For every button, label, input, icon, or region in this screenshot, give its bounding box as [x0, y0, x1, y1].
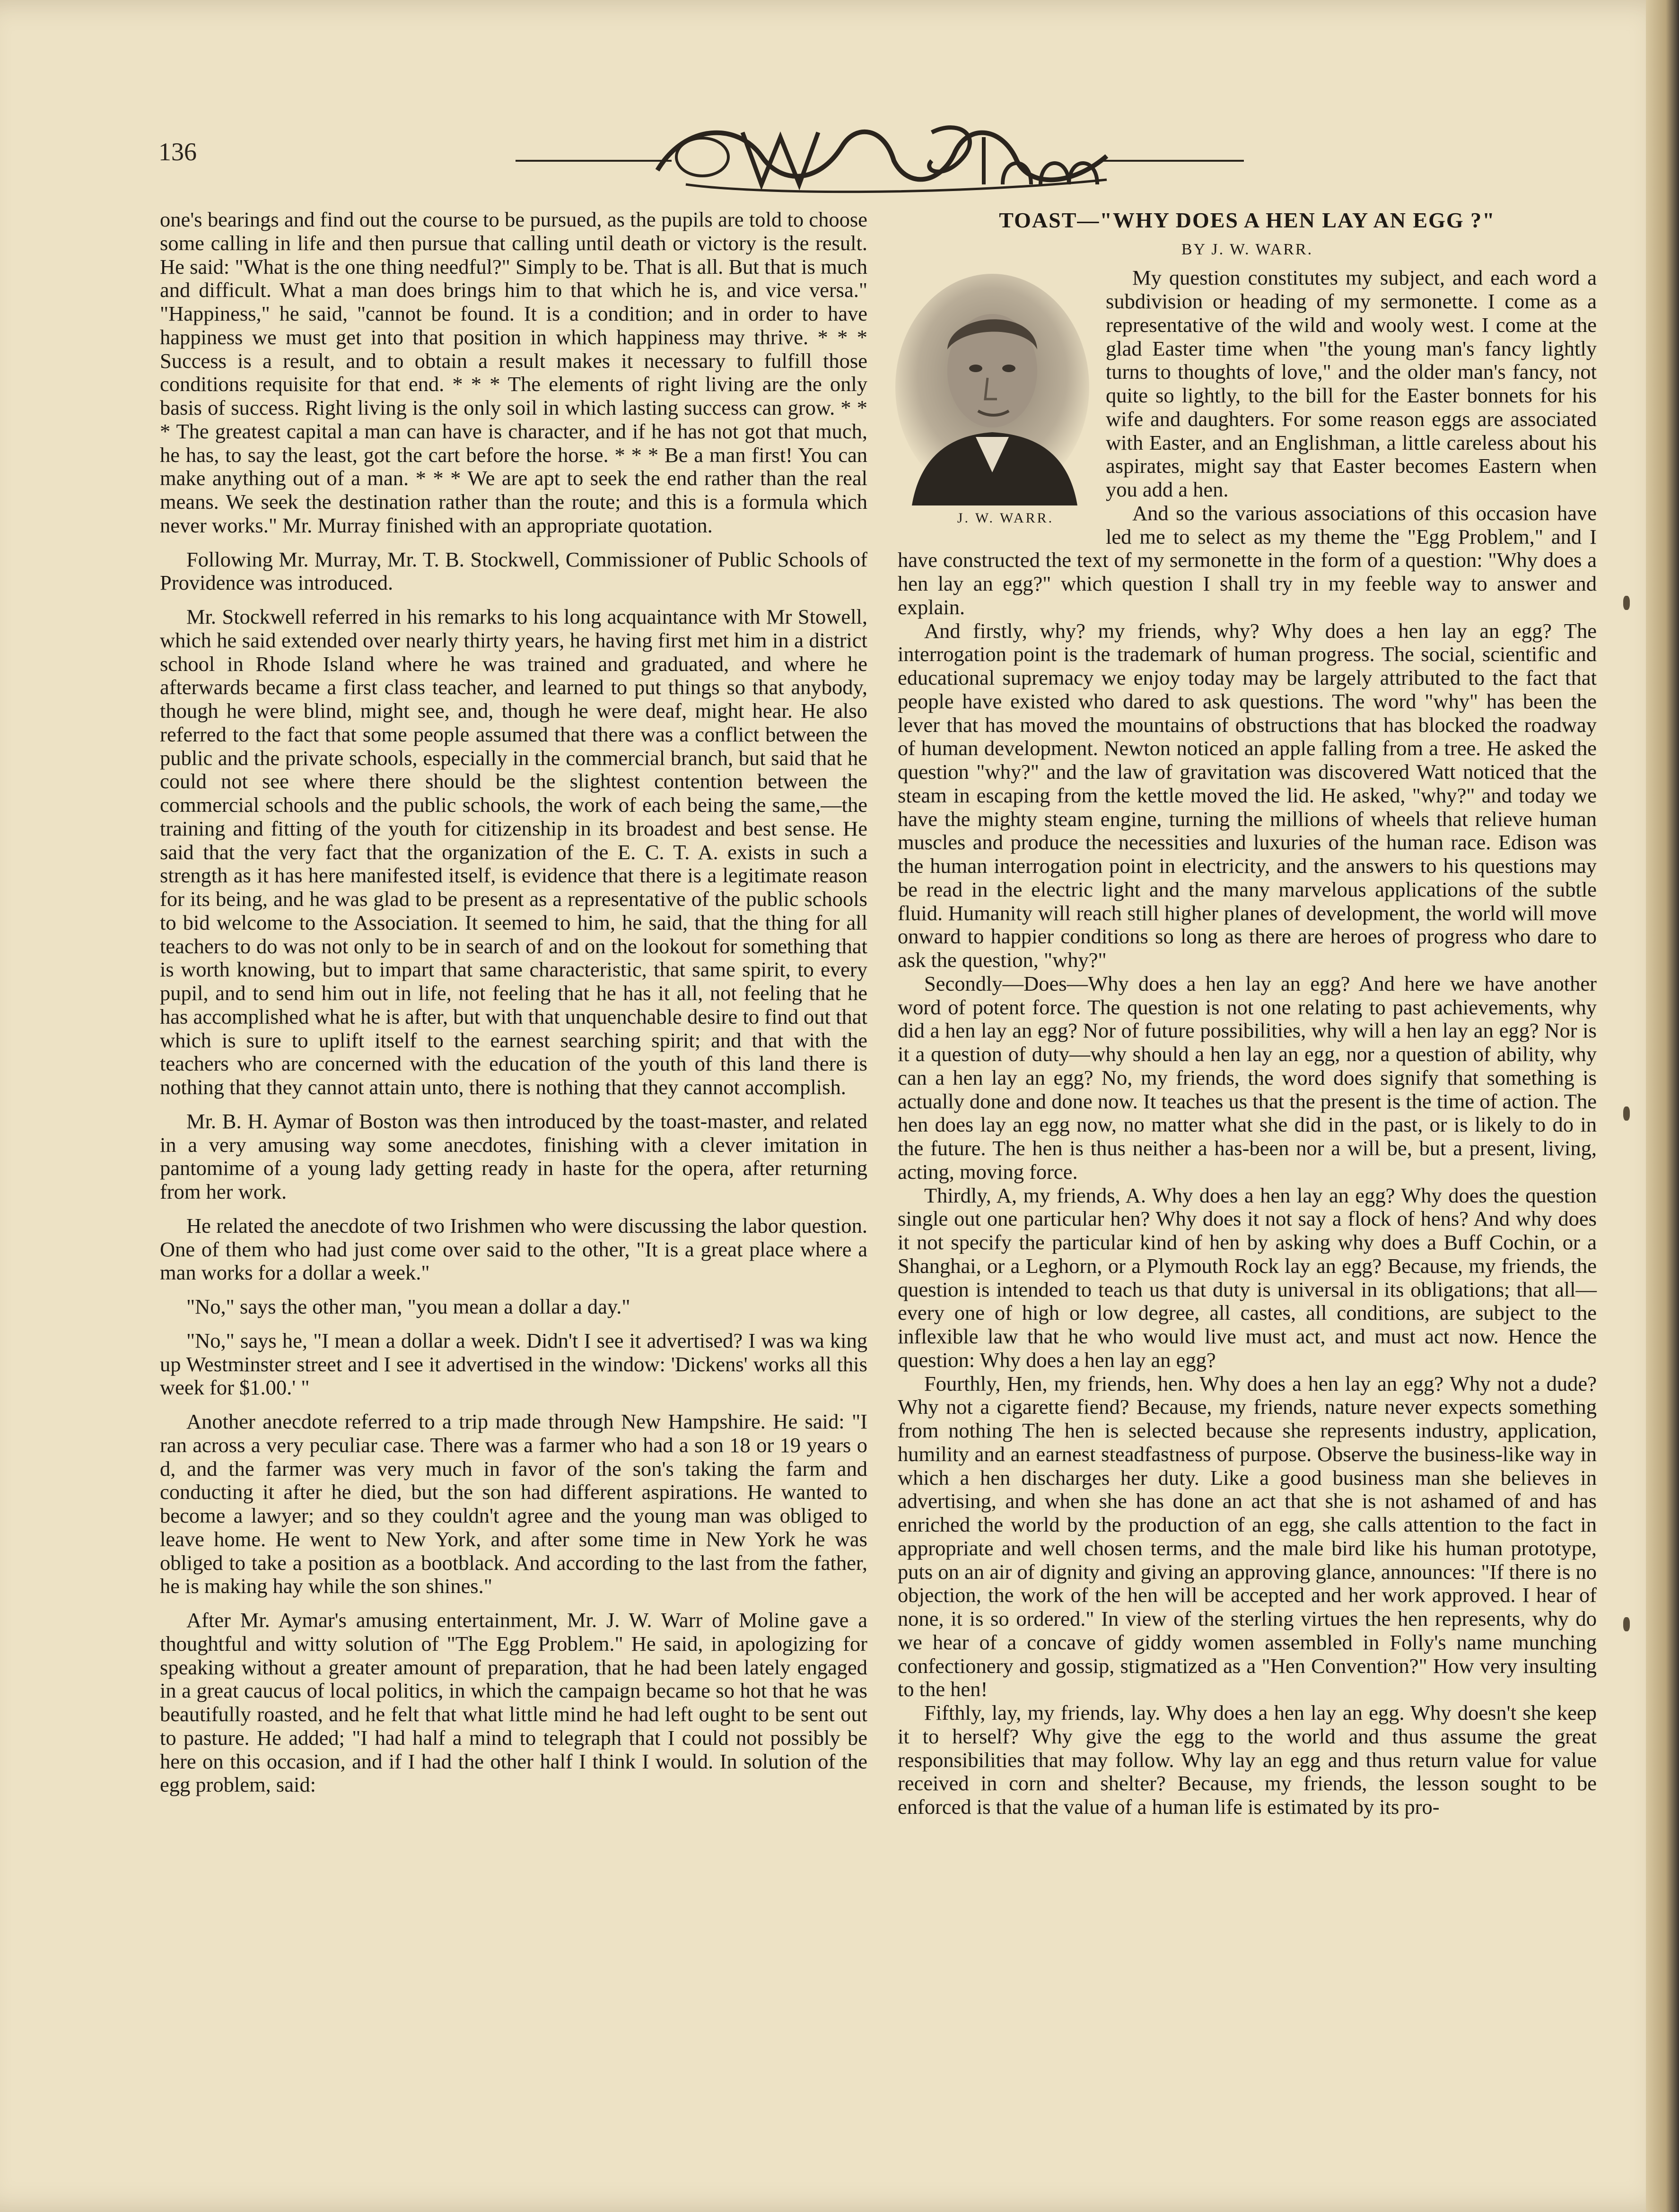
- masthead-script-art: [516, 113, 1244, 208]
- body-paragraph: Fifthly, lay, my friends, lay. Why does a hen lay an egg. Why doesn't she keep it to herself? Why give the egg to the world and thus assume the great responsibilities that may follow. Why lay an egg and thus return value for value received in corn and shelter? Because, my friends, the lesson sought to be enforced is that the value of a human life is estimated by its pro-: [898, 1701, 1597, 1819]
- left-column: [160, 208, 867, 1797]
- body-paragraph: Thirdly, A, my friends, A. Why does a hen lay an egg? Why does the question single out one particular hen? Why does it not say a flock of hens? And why does it not specify the particular kind of hen by asking why does a Buff Cochin, or a Shanghai, or a Leghorn, or a Plymouth Rock lay an egg? Because, my friends, the question is intended to teach us that duty is universal in its obligations; that all—every one of high or low degree, all castes, all conditions, are subject to the inflexible law that he who would live must act, and must act now. Hence the question: Why does a hen lay an egg?: [898, 1183, 1597, 1372]
- article-byline: BY J. W. WARR.: [1181, 241, 1313, 259]
- body-paragraph: Following Mr. Murray, Mr. T. B. Stockwell, Commissioner of Public Schools of Providence was introduced.: [160, 547, 867, 595]
- article-title: TOAST—"WHY DOES A HEN LAY AN EGG ?": [999, 208, 1495, 232]
- body-paragraph: Mr. B. H. Aymar of Boston was then introduced by the toast-master, and related in a very amusing way some anecdotes, finishing with a clever imitation in pantomime of a young lady getting ready in haste for the opera, after returning from her work.: [160, 1109, 867, 1203]
- masthead-logo: [516, 113, 1244, 208]
- binding-mark: [1623, 596, 1630, 610]
- binding-marks: [1618, 0, 1637, 2212]
- body-paragraph: He related the anecdote of two Irishmen who were discussing the labor question. One of them who had just come over said to the other, "It is a great place where a man works for a dollar a week.": [160, 1213, 867, 1285]
- body-paragraph: And so the various associations of this occasion have led me to select as my theme the "Egg Problem," and I have constructed the text of my sermonette in the form of a question: "Why does a hen lay an egg?" which question I shall try in my feeble way to answer and explain.: [898, 501, 1597, 619]
- binding-mark: [1623, 1617, 1630, 1631]
- body-paragraph: "No," says he, "I mean a dollar a week. Didn't I see it advertised? I was wa king up Westminster street and I see it advertised in the window: 'Dickens' works all this week for $1.00.' ": [160, 1328, 867, 1400]
- portrait-image: [893, 269, 1092, 505]
- right-column: [898, 208, 1597, 1819]
- binding-mark: [1623, 1106, 1630, 1121]
- body-paragraph: [898, 266, 1597, 526]
- body-paragraph: Fourthly, Hen, my friends, hen. Why does a hen lay an egg? Why not a dude? Why not a cigarette fiend? Because, my friends, nature never expects something from nothing The hen is selected because she represents industry, application, humility and an earnest steadfastness of purpose. Observe the business-like way in which a hen discharges her duty. Like a good business man she believes in advertising, and when she has done an act that she is not ashamed of and has enriched the world by the production of an egg, she calls attention to the fact in appropriate and well chosen terms, and the male bird like his human prototype, puts on an air of dignity and giving an approving glance, announces: "If there is no objection, the work of the hen will be accepted and her work approved. I hear of none, it is so ordered." In view of the sterling virtues the hen represents, why do we hear of a concave of giddy women assembled in Folly's name munching confectionery and gossip, stigmatized as a "Hen Convention?" How very insulting to the hen!: [898, 1371, 1597, 1701]
- body-paragraph: And firstly, why? my friends, why? Why does a hen lay an egg? The interrogation point is the trademark of human progress. The social, scientific and educational supremacy we enjoy today may be largely attributed to the fact that people have existed who dared to ask questions. The word "why" has been the lever that has moved the mountains of obstructions that has blocked the roadway of human development. Newton noticed an apple falling from a tree. He asked the question "why?" and the law of gravitation was discovered Watt noticed that the steam in escaping from the kettle moved the lid. He asked, "why?" and today we have the mighty steam engine, turning the millions of wheels that relieve human muscles and produce the necessities and luxuries of the human race. Edison was the human interrogation point in electricity, and the answers to his questions may be read in the electric light and the many marvelous applications of the subtle fluid. Humanity will reach still higher planes of development, the world will move onward to happier conditions so long as there are heroes of progress who dare to ask the question, "why?": [898, 618, 1597, 972]
- paragraph-text: My question constitutes my subject, and each word a subdivision or heading of my sermonette. I come as a representative of the wild and wooly west. I come at the glad Easter time when "the young man's fancy lightly turns to thoughts of love," and the older man's fancy, not quite so lightly, to the bill for the Easter bonnets for his wife and daughters. For some reason eggs are associated with Easter, and an Englishman, a little careless about his aspirates, might say that Easter becomes Eastern when you add a hen.: [1106, 266, 1597, 502]
- body-paragraph: "No," says the other man, "you mean a dollar a day.": [186, 1295, 630, 1318]
- portrait-caption: J. W. WARR.: [957, 510, 1054, 526]
- body-paragraph: Mr. Stockwell referred in his remarks to his long acquaintance with Mr Stowell, which he said extended over nearly thirty years, he having first met him in a district school in Rhode Island where he was trained and graduated, and where he afterwards became a first class teacher, and learned to put things so that anybody, though he were blind, might see, and, though he were deaf, might hear. He also referred to the fact that some people assumed that there was a conflict between the public and the private schools, especially in the commercial branch, but said that he could not see where there should be the slightest contention between the commercial schools and the public schools, the work of each being the same,—the training and fitting of the youth for citizenship in its broadest and best sense. He said that the very fact that the organization of the E. C. T. A. exists in such a strength as it has here manifested itself, is evidence that there is a legitimate reason for its being, and he was glad to be present as a representative of the public schools to bid welcome to the Association. It seemed to him, he said, that the thing for all teachers to do was not only to be in search of and on the lookout for something that is worth knowing, but to impart that same characteristic, that same spirit, to every pupil, and to send him out in life, not feeling that he has it all, not feeling that he has accomplished what he is after, but with that unquenchable desire to find out that which is sure to uplift itself to the earnest searching spirit; and that with the teachers who are concerned with the education of the youth of this land there is nothing that they cannot attain unto, there is nothing that they cannot accomplish.: [160, 605, 867, 1099]
- author-portrait: [893, 269, 1092, 526]
- page-gutter-edge: [1646, 0, 1679, 2212]
- body-paragraph: Secondly—Does—Why does a hen lay an egg? And here we have another word of potent force. The question is not one relating to past achievements, why did a hen lay an egg? Nor of future possibilities, why will a hen lay an egg? Nor is it a question of duty—why should a hen lay an egg, nor a question of ability, why can a hen lay an egg? No, my friends, the word does signify that something is actually done and done now. It teaches us that the present is the time of action. The hen does lay an egg now, no matter what she did in the past, or is likely to do in the future. The hen is thus neither a has-been nor a will be, but a present, living, acting, moving force.: [898, 971, 1597, 1184]
- page-number: 136: [158, 138, 197, 166]
- body-paragraph: one's bearings and find out the course to be pursued, as the pupils are told to choose some calling in life and then pursue that calling until death or victory is the result. He said: "What is the one thing needful?" Simply to be. That is all. But that is much and difficult. What a man does brings him to that which he is, and vice versa." "Happiness," he said, "cannot be found. It is a condition; and in order to have happiness we must get into that position in which happiness may thrive. * * * Success is a result, and to obtain a result makes it necessary to fulfill those conditions requisite for that end. * * * The elements of right living are the only basis of success. Right living is the only soil in which lasting success can grow. * * * The greatest capital a man can have is character, and if he has not got that much, he has, to say the least, got the cart before the horse. * * * Be a man first! You can make anything out of a man. * * * We are apt to seek the end rather than the real means. We seek the destination rather than the route; and this is a formula which never works." Mr. Murray finished with an appropriate quotation.: [160, 208, 867, 537]
- body-paragraph: Another anecdote referred to a trip made through New Hampshire. He said: "I ran across a very peculiar case. There was a farmer who had a son 18 or 19 years o d, and the farmer was very much in favor of the son's taking the farm and conducting it after he died, but the son had different aspirations. He wanted to become a lawyer; and so they couldn't agree and the young man was obliged to leave home. He went to New York, and after some time in New York he was obliged to take a position as a bootblack. And according to the last from the father, he is making hay while the son shines.": [160, 1410, 867, 1598]
- body-paragraph: After Mr. Aymar's amusing entertainment, Mr. J. W. Warr of Moline gave a thoughtful and witty solution of "The Egg Problem." He said, in apologizing for speaking without a greater amount of preparation, that he had been lately engaged in a great caucus of local politics, in which the campaign became so hot that he was beautifully roasted, and he felt that what little mind he had left ought to be sent out to pasture. He added; "I had half a mind to telegraph that I could not possibly be here on this occasion, and if I had the other half I think I would. In solution of the egg problem, said:: [160, 1608, 867, 1797]
